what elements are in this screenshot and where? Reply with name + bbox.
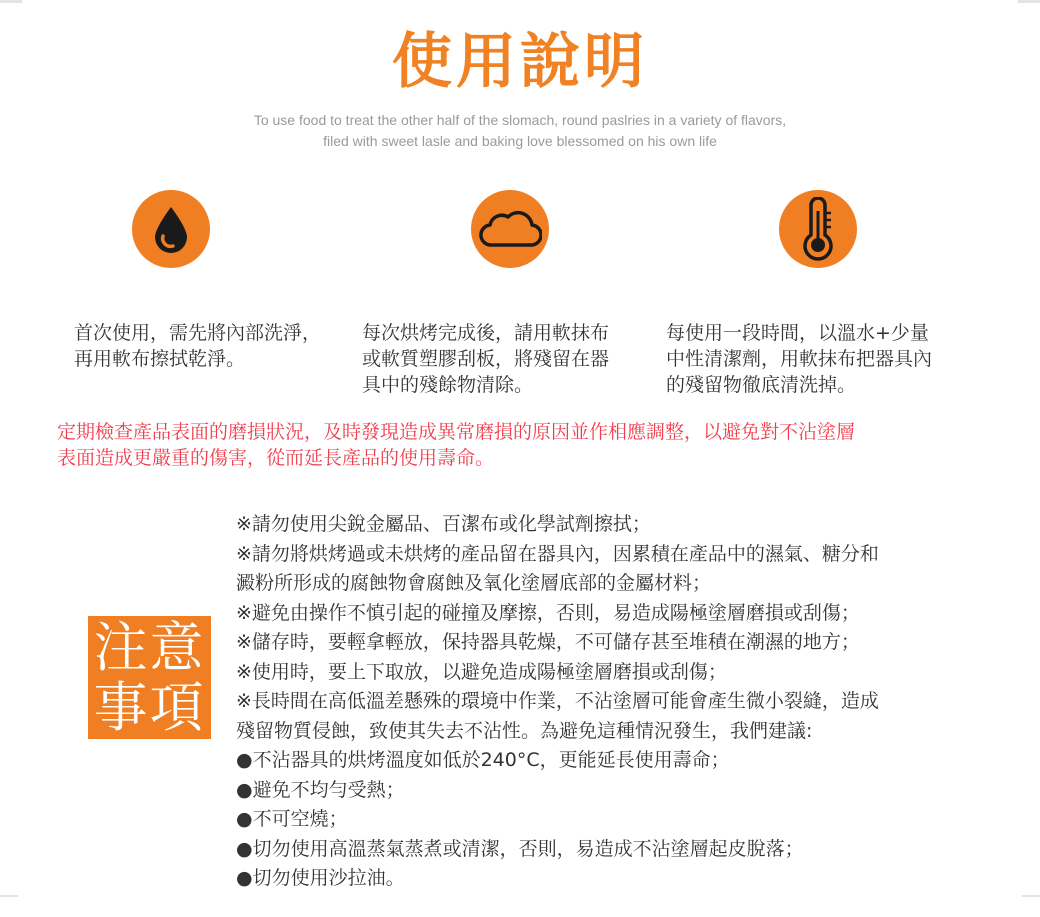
- instruction-line: 中性清潔劑，用軟抹布把器具內: [666, 348, 933, 370]
- notice-item: ※儲存時，要輕拿輕放，保持器具乾燥，不可儲存甚至堆積在潮濕的地方；: [236, 631, 860, 653]
- badge-line: 事項: [93, 675, 206, 739]
- instruction-line: 或軟質塑膠刮板，將殘留在器: [362, 348, 610, 370]
- instruction-after-baking: [362, 320, 647, 398]
- inspection-warning: [57, 419, 987, 471]
- instruction-line: 每次烘烤完成後，請用軟抹布: [362, 322, 610, 344]
- corner-mark-bottom-left: [0, 895, 18, 897]
- corner-mark-top-right: [1018, 0, 1040, 3]
- notice-item: 殘留物質侵蝕，致使其失去不沾性。為避免這種情況發生，我們建議:: [236, 719, 813, 742]
- notice-badge: [88, 616, 211, 739]
- notice-list: [236, 510, 986, 894]
- cloud-icon: [471, 190, 549, 268]
- instruction-line: 具中的殘餘物清除。: [362, 374, 534, 396]
- notice-item: ※請勿使用尖銳金屬品、百潔布或化學試劑擦拭；: [236, 513, 651, 535]
- subtitle-line: filed with sweet lasle and baking love blessomed on his own life: [323, 133, 717, 149]
- subtitle-line: To use food to treat the other half of the slomach, round paslries in a variety of flavors,: [253, 112, 787, 128]
- notice-item: ●避免不均勻受熱；: [236, 778, 405, 801]
- notice-item: ※避免由操作不慎引起的碰撞及摩擦，否則，易造成陽極塗層磨損或刮傷；: [236, 601, 860, 624]
- thermometer-icon: [779, 190, 857, 268]
- corner-mark-top-left: [0, 0, 22, 3]
- subtitle: [150, 110, 890, 152]
- notice-item: ●切勿使用沙拉油。: [236, 867, 405, 889]
- notice-item: ※使用時，要上下取放，以避免造成陽極塗層磨損或刮傷；: [236, 660, 727, 683]
- badge-line: 注意: [93, 615, 206, 679]
- water-drop-icon: [132, 190, 210, 268]
- notice-item: ※請勿將烘烤過或未烘烤的產品留在器具內，因累積在產品中的濕氣、糖分和: [236, 542, 879, 565]
- notice-item: ●切勿使用高溫蒸氣蒸煮或清潔，否則，易造成不沾塗層起皮脫落；: [236, 837, 804, 860]
- instruction-periodic-cleaning: [666, 320, 971, 398]
- page-title: 使用說明: [392, 27, 648, 97]
- instruction-line: 再用軟布擦拭乾淨。: [74, 348, 246, 370]
- corner-mark-bottom-right: [1022, 895, 1040, 897]
- notice-item: ●不沾器具的烘烤溫度如低於240°C，更能延長使用壽命；: [236, 749, 730, 771]
- notice-item: ※長時間在高低溫差懸殊的環境中作業，不沾塗層可能會產生微小裂縫，造成: [236, 690, 879, 712]
- instruction-first-use: [74, 320, 359, 372]
- instruction-line: 首次使用，需先將內部洗淨，: [74, 322, 322, 344]
- instruction-line: 每使用一段時間，以溫水+少量: [666, 322, 929, 344]
- warning-line: 定期檢查產品表面的磨損狀況，及時發現造成異常磨損的原因並作相應調整，以避免對不沾塗層: [57, 421, 856, 443]
- warning-line: 表面造成更嚴重的傷害，從而延長產品的使用壽命。: [57, 447, 495, 469]
- instruction-line: 的殘留物徹底清洗掉。: [666, 374, 857, 396]
- notice-item: 澱粉所形成的腐蝕物會腐蝕及氧化塗層底部的金屬材料；: [236, 572, 712, 594]
- notice-item: ●不可空燒；: [236, 808, 348, 830]
